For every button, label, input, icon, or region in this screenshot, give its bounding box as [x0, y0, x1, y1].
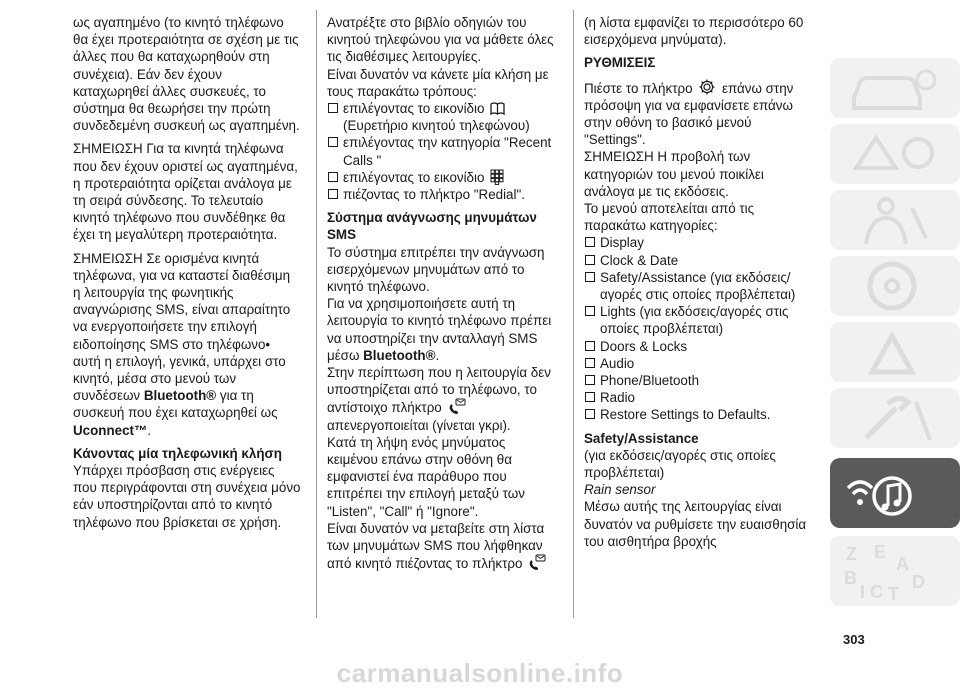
warning-lights-icon[interactable] [830, 124, 960, 184]
list-item: επιλέγοντας την κατηγορία "Recent Calls " [327, 134, 559, 168]
bullet-box-icon [328, 172, 338, 182]
list-item: Doors & Locks [584, 338, 814, 355]
column-divider [573, 10, 574, 618]
section-heading: Κάνοντας μία τηλεφωνική κλήση [73, 445, 282, 461]
settings-gear-icon [698, 78, 716, 96]
list-item: επιλέγοντας το εικονίδιο (Ευρετήριο κινητού τηλεφώνου) [327, 100, 559, 134]
sms-message-icon [448, 398, 466, 415]
paragraph: ως αγαπημένο (το κινητό τηλέφωνο θα έχει προτεραιότητα σε σχέση με τις άλλες που θα καταχωρηθούν στη συνέχεια). Εάν δεν έχουν καταχωρηθεί άλλες συσκευές, το σύστημα θα θεωρήσει την πρώτη συνδεδεμένη συσκευή ως αγαπημένη. [73, 15, 300, 134]
index-letter: C [870, 582, 883, 602]
column-2 [327, 14, 559, 573]
list-item: Audio [584, 355, 814, 372]
index-letters-icon[interactable] [830, 536, 960, 606]
bullet-box-icon [585, 409, 595, 419]
paragraph: (για εκδόσεις/αγορές στις οποίες προβλέπεται) [584, 447, 776, 481]
bullet-box-icon [328, 103, 338, 113]
paragraph: Υπάρχει πρόσβαση στις ενέργειες που περιγράφονται στη συνέχεια μόνο εάν υποστηρίζονται από το κινητό τηλέφωνο που βρίσκεται σε χρήση. [73, 463, 301, 530]
paragraph: Στην περίπτωση που η λειτουργία δεν υποστηρίζεται από το τηλέφωνο, το αντίστοιχο πλήκτρο απενεργοποιείται (γίνεται γκρι). [327, 365, 551, 433]
paragraph: Είναι δυνατόν να μεταβείτε στη λίστα των μηνυμάτων SMS που λήφθηκαν από κινητό πιέζοντας το πλήκτρο [327, 520, 545, 572]
list-item: Display [584, 234, 814, 251]
index-letter: D [912, 572, 925, 592]
index-letter: A [896, 554, 909, 574]
settings-category-list [584, 234, 814, 423]
list-item: Safety/Assistance (για εκδόσεις/αγορές στις οποίες προβλέπεται) [584, 269, 814, 303]
bullet-box-icon [585, 392, 595, 402]
bullet-box-icon [328, 137, 338, 147]
column-divider [316, 10, 317, 618]
index-letter: B [844, 568, 857, 588]
tools-wrench-icon[interactable] [830, 388, 960, 448]
bullet-box-icon [585, 255, 595, 265]
note-paragraph: ΣΗΜΕΙΩΣΗ Η προβολή των κατηγοριών του μενού ποικίλει ανάλογα με τις εκδόσεις. [584, 149, 764, 199]
list-item: Radio [584, 389, 814, 406]
section-heading: Safety/Assistance [584, 430, 699, 446]
paragraph: Είναι δυνατόν να κάνετε μία κλήση με τους παρακάτω τρόπους: [327, 66, 549, 99]
paragraph: Το μενού αποτελείται από τις παρακάτω κατηγορίες: [584, 201, 755, 234]
car-info-icon[interactable] [830, 58, 960, 118]
list-item: Clock & Date [584, 252, 814, 269]
list-item: πιέζοντας το πλήκτρο "Redial". [327, 186, 559, 203]
paragraph: Κατά τη λήψη ενός μηνύματος κειμένου επάνω στην οθόνη θα εμφανιστεί ένα παράθυρο που επιτρέπει την επιλογή μεταξύ των "Listen", "Call" ή "Ignore". [327, 434, 525, 519]
bullet-box-icon [585, 341, 595, 351]
page-number: 303 [843, 632, 865, 647]
phonebook-icon [490, 102, 505, 116]
paragraph: Μέσω αυτής της λειτουργίας είναι δυνατόν να ρυθμίσετε την ευαισθησία του αισθητήρα βροχής [584, 499, 807, 549]
airbag-seat-icon[interactable] [830, 190, 960, 250]
section-heading: ΡΥΘΜΙΣΕΙΣ [584, 55, 656, 71]
steering-wheel-icon[interactable] [830, 256, 960, 316]
index-letter: E [874, 542, 887, 562]
bullet-box-icon [585, 306, 595, 316]
keypad-icon [490, 169, 504, 185]
subsection-heading: Rain sensor [584, 482, 656, 498]
paragraph: Ανατρέξτε στο βιβλίο οδηγιών του κινητού τηλεφώνου για να μάθετε όλες τις διαθέσιμες λειτουργίες. [327, 15, 554, 65]
watermark: carmanualsonline.info [336, 658, 624, 688]
sms-message-icon [528, 554, 546, 571]
bullet-box-icon [328, 189, 338, 199]
column-3 [584, 14, 814, 550]
column-1 [73, 14, 301, 531]
paragraph: Πιέστε το πλήκτρο επάνω στην πρόσοψη για να εμφανίσετε επάνω στην οθόνη το βασικό μενού "Settings". [584, 78, 814, 149]
note-paragraph: ΣΗΜΕΙΩΣΗ Για τα κινητά τηλέφωνα που δεν έχουν οριστεί ως αγαπημένα, η προτεραιότητα ορίζεται ανάλογα με τη σειρά σύνδεσης. Το τελευταίο κινητό τηλέφωνο που συνδέθηκε θα έχει τη μεγαλύτερη προτεραιότητα. [73, 141, 298, 243]
bullet-box-icon [585, 237, 595, 247]
list-item: Lights (για εκδόσεις/αγορές στις οποίες προβλέπεται) [584, 303, 814, 337]
paragraph: Για να χρησιμοποιήσετε αυτή τη λειτουργία το κινητό τηλέφωνο πρέπει να υποστηρίζει την ανταλλαγή SMS μέσω Bluetooth®. [327, 296, 552, 363]
note-paragraph: ΣΗΜΕΙΩΣΗ Σε ορισμένα κινητά τηλέφωνα, για να καταστεί διαθέσιμη η λειτουργία της φωνητικής αναγνώρισης SMS, είναι απαραίτητο να ενεργοποιήσετε την επιλογή ειδοποίησης SMS στο τηλέφωνο• αυτή η επιλογή, γενικά, υπάρχει στο κινητό, μέσα στο μενού των συνδέσεων Bluetooth® για τη συσκευή που έχει καταχωρηθεί ως Uconnect™. [73, 250, 291, 438]
paragraph: Το σύστημα επιτρέπει την ανάγνωση εισερχόμενων μηνυμάτων από το κινητό τηλέφωνο. [327, 244, 545, 295]
index-letter: I [860, 582, 866, 602]
paragraph: (η λίστα εμφανίζει το περισσότερο 60 εισερχόμενα μηνύματα). [584, 15, 804, 48]
index-letter: Z [846, 544, 857, 564]
index-letter: T [888, 584, 899, 604]
bullet-box-icon [585, 358, 595, 368]
section-heading: Σύστημα ανάγνωσης μηνυμάτων SMS [327, 210, 537, 243]
warning-triangle-icon[interactable] [830, 322, 960, 382]
list-item: Phone/Bluetooth [584, 372, 814, 389]
bullet-box-icon [585, 272, 595, 282]
bullet-box-icon [585, 375, 595, 385]
chapter-index-sidebar [826, 58, 960, 618]
multimedia-icon[interactable] [830, 458, 960, 528]
list-item: επιλέγοντας το εικονίδιο [327, 169, 559, 186]
list-item: Restore Settings to Defaults. [584, 406, 814, 423]
